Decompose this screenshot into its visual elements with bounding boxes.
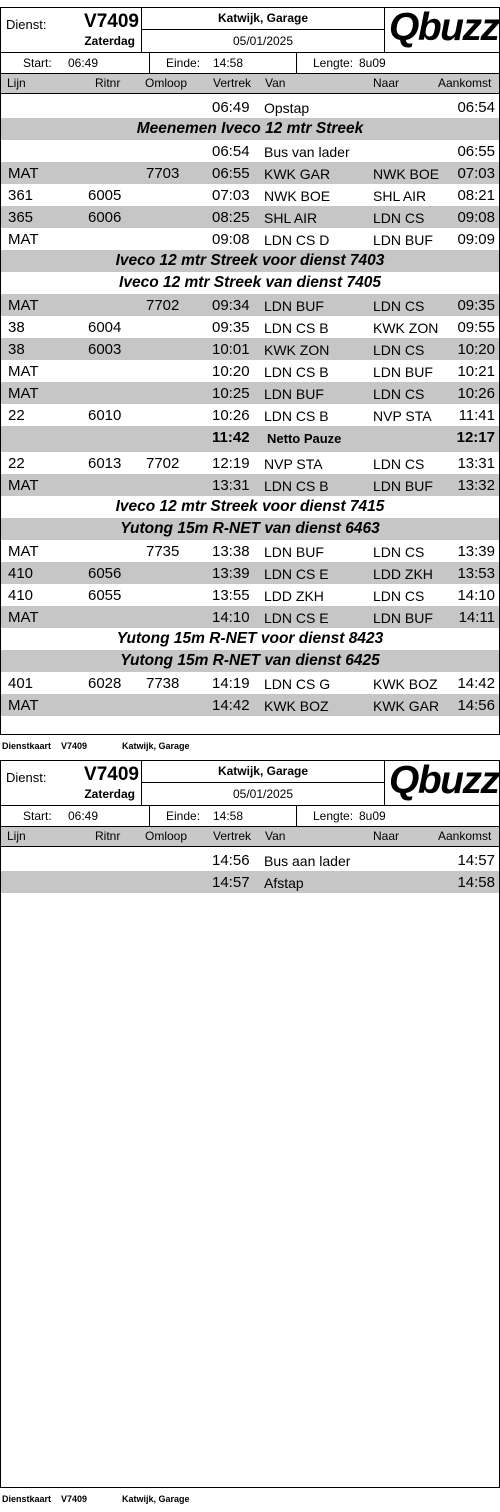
trip-row (1, 360, 499, 382)
cell-naar: LDD ZKH (373, 566, 433, 582)
cell-aankomst: 09:55 (457, 319, 495, 336)
einde-label: Einde: (166, 56, 201, 70)
cell-lijn: 38 (8, 319, 25, 336)
footer-location: Katwijk, Garage (122, 1494, 190, 1504)
footer-label: Dienstkaart (2, 741, 52, 751)
cell-omloop: 7735 (146, 543, 180, 560)
cell-naar: KWK GAR (373, 698, 440, 714)
cell-omloop: 7702 (146, 297, 180, 314)
trip-row (1, 474, 499, 496)
cell-aankomst: 14:11 (458, 609, 495, 626)
cell-vertrek: 09:35 (212, 319, 250, 336)
trip-row (1, 162, 499, 184)
cell-van: LDN CS B (264, 320, 329, 336)
trip-row (1, 316, 499, 338)
cell-vertrek: 10:25 (212, 385, 250, 402)
cell-vertrek: 10:26 (212, 407, 250, 424)
cell-van: Afstap (264, 875, 304, 891)
cell-van: Opstap (264, 100, 310, 116)
summary-divider (296, 53, 297, 73)
cell-ritnr: 6005 (88, 187, 122, 204)
logo-cell (385, 8, 499, 52)
cell-aankomst: 10:20 (457, 341, 495, 358)
cell-vertrek: 07:03 (212, 187, 250, 204)
cell-lijn: MAT (8, 477, 39, 494)
cell-naar: LDN CS (373, 342, 425, 358)
footer-code: V7409 (61, 1494, 88, 1504)
cell-omloop: 7703 (146, 165, 180, 182)
trip-row (1, 849, 499, 871)
cell-vertrek: 09:34 (212, 297, 250, 314)
column-header-naar: Naar (373, 829, 400, 843)
cell-vertrek: 09:08 (212, 231, 250, 248)
cell-lijn: 22 (8, 407, 25, 424)
dienstkaart-card (0, 7, 500, 735)
location-cell (142, 8, 385, 52)
cell-vertrek: 11:42 (212, 429, 250, 446)
trip-list (1, 849, 499, 893)
cell-van: LDN CS B (264, 478, 329, 494)
cell-aankomst: 14:56 (457, 697, 495, 714)
cell-lijn: MAT (8, 363, 39, 380)
cell-van: KWK ZON (264, 342, 330, 358)
column-header-lijn: Lijn (7, 76, 26, 90)
lengte-label: Lengte: (313, 56, 354, 70)
lengte-value: 8u09 (359, 56, 386, 70)
cell-aankomst: 13:31 (457, 455, 495, 472)
column-header-ritnr: Ritnr (95, 829, 121, 843)
service-date: 05/01/2025 (232, 34, 294, 48)
cell-aankomst: 06:54 (457, 99, 495, 116)
qbuzz-logo: Qbuzz (389, 759, 499, 802)
cell-vertrek: 14:19 (212, 675, 250, 692)
column-header-vertrek: Vertrek (213, 829, 252, 843)
cell-van: LDN CS G (264, 676, 331, 692)
location-cell (142, 761, 385, 805)
einde-time: 14:58 (213, 56, 244, 70)
cell-lijn: 361 (8, 187, 34, 204)
start-time: 06:49 (68, 809, 99, 823)
card-header (1, 8, 499, 53)
cell-van: LDN CS E (264, 566, 329, 582)
cell-vertrek: 06:55 (212, 165, 250, 182)
trip-row (1, 228, 499, 250)
footer-location: Katwijk, Garage (122, 741, 190, 751)
trip-row (1, 184, 499, 206)
footer-code: V7409 (61, 741, 88, 751)
cell-van: LDN BUF (264, 386, 324, 402)
cell-ritnr: 6055 (88, 587, 122, 604)
cell-aankomst: 10:21 (457, 363, 495, 380)
trip-row (1, 540, 499, 562)
cell-naar: LDN BUF (373, 478, 433, 494)
cell-van: KWK BOZ (264, 698, 329, 714)
trip-row (1, 562, 499, 584)
start-label: Start: (23, 809, 52, 823)
cell-naar: LDN BUF (373, 610, 433, 626)
cell-vertrek: 12:19 (212, 455, 250, 472)
cell-omloop: 7702 (146, 455, 180, 472)
cell-naar: LDN CS (373, 386, 425, 402)
cell-naar: LDN CS (373, 210, 425, 226)
summary-divider (296, 806, 297, 826)
start-label: Start: (23, 56, 52, 70)
cell-aankomst: 09:08 (457, 209, 495, 226)
cell-vertrek: 06:54 (212, 143, 250, 160)
column-header-vertrek: Vertrek (213, 76, 252, 90)
trip-row (1, 584, 499, 606)
cell-lijn: 38 (8, 341, 25, 358)
trip-row (1, 294, 499, 316)
cell-naar: LDN BUF (373, 232, 433, 248)
cell-ritnr: 6056 (88, 565, 122, 582)
summary-divider (149, 53, 150, 73)
cell-aankomst: 09:35 (457, 297, 495, 314)
section-header: Iveco 12 mtr Streek voor dienst 7415 (115, 498, 385, 515)
cell-aankomst: 11:41 (458, 407, 495, 424)
cell-lijn: MAT (8, 609, 39, 626)
cell-ritnr: 6003 (88, 341, 122, 358)
section-header: Meenemen Iveco 12 mtr Streek (1, 118, 499, 140)
einde-label: Einde: (166, 809, 201, 823)
cell-naar: KWK ZON (373, 320, 439, 336)
cell-lijn: MAT (8, 543, 39, 560)
column-header-ritnr: Ritnr (95, 76, 121, 90)
cell-van: LDD ZKH (264, 588, 324, 604)
cell-ritnr: 6010 (88, 407, 122, 424)
dienst-day: Zaterdag (84, 34, 135, 48)
cell-lijn: MAT (8, 165, 39, 182)
location-name: Katwijk, Garage (142, 761, 384, 783)
column-header-van: Van (265, 76, 286, 90)
cell-van: NWK BOE (264, 188, 331, 204)
cell-aankomst: 14:57 (457, 852, 495, 869)
cell-aankomst: 06:55 (457, 143, 495, 160)
cell-omloop: 7738 (146, 675, 180, 692)
cell-aankomst: 09:09 (457, 231, 495, 248)
column-header-omloop: Omloop (145, 829, 188, 843)
cell-van: Netto Pauze (267, 431, 342, 446)
cell-lijn: MAT (8, 297, 39, 314)
column-header-row (1, 74, 499, 94)
column-header-row (1, 827, 499, 847)
cell-aankomst: 13:53 (457, 565, 495, 582)
cell-naar: NWK BOE (373, 166, 440, 182)
cell-vertrek: 13:55 (212, 587, 250, 604)
lengte-label: Lengte: (313, 809, 354, 823)
cell-aankomst: 13:39 (457, 543, 495, 560)
cell-ritnr: 6006 (88, 209, 122, 226)
summary-row (1, 806, 499, 827)
section-header: Yutong 15m R-NET van dienst 6425 (1, 650, 499, 672)
cell-vertrek: 13:31 (212, 477, 250, 494)
cell-naar: LDN CS (373, 588, 425, 604)
column-header-lijn: Lijn (7, 829, 26, 843)
column-header-van: Van (265, 829, 286, 843)
cell-van: NVP STA (264, 456, 323, 472)
cell-vertrek: 13:38 (212, 543, 250, 560)
summary-row (1, 53, 499, 74)
trip-row (1, 96, 499, 118)
trip-row (1, 140, 499, 162)
service-date: 05/01/2025 (232, 787, 294, 801)
cell-vertrek: 14:57 (212, 874, 250, 891)
cell-naar: LDN CS (373, 544, 425, 560)
trip-row (1, 404, 499, 426)
cell-van: LDN CS B (264, 408, 329, 424)
trip-row (1, 606, 499, 628)
cell-naar: LDN CS (373, 298, 425, 314)
cell-naar: LDN BUF (373, 364, 433, 380)
einde-time: 14:58 (213, 809, 244, 823)
trip-row (1, 452, 499, 474)
cell-van: LDN BUF (264, 544, 324, 560)
cell-lijn: 365 (8, 209, 34, 226)
cell-vertrek: 10:20 (212, 363, 250, 380)
cell-naar: SHL AIR (373, 188, 427, 204)
section-header: Yutong 15m R-NET voor dienst 8423 (116, 630, 384, 647)
cell-aankomst: 14:58 (457, 874, 495, 891)
dienst-code: V7409 (84, 11, 139, 32)
cell-naar: NVP STA (373, 408, 432, 424)
dienst-label: Dienst: (6, 770, 47, 785)
cell-aankomst: 13:32 (457, 477, 495, 494)
cell-lijn: MAT (8, 231, 39, 248)
summary-divider (149, 806, 150, 826)
column-header-aankomst: Aankomst (438, 76, 492, 90)
cell-vertrek: 14:10 (212, 609, 250, 626)
cell-van: Bus aan lader (264, 853, 351, 869)
cell-lijn: 410 (8, 587, 34, 604)
card-header (1, 761, 499, 806)
trip-row (1, 694, 499, 716)
dienstkaart-card (0, 760, 500, 1488)
cell-van: LDN CS B (264, 364, 329, 380)
trip-list (1, 96, 499, 716)
qbuzz-logo: Qbuzz (389, 6, 499, 49)
cell-van: LDN BUF (264, 298, 324, 314)
cell-ritnr: 6028 (88, 675, 122, 692)
cell-naar: KWK BOZ (373, 676, 438, 692)
cell-vertrek: 13:39 (212, 565, 250, 582)
trip-row (1, 382, 499, 404)
cell-van: KWK GAR (264, 166, 331, 182)
cell-lijn: MAT (8, 385, 39, 402)
trip-row (1, 672, 499, 694)
cell-vertrek: 08:25 (212, 209, 250, 226)
dienst-day: Zaterdag (84, 787, 135, 801)
start-time: 06:49 (68, 56, 99, 70)
cell-vertrek: 14:42 (212, 697, 250, 714)
cell-van: LDN CS D (264, 232, 330, 248)
cell-van: LDN CS E (264, 610, 329, 626)
lengte-value: 8u09 (359, 809, 386, 823)
column-header-omloop: Omloop (145, 76, 188, 90)
cell-lijn: 22 (8, 455, 25, 472)
dienst-label: Dienst: (6, 17, 47, 32)
cell-aankomst: 14:42 (457, 675, 495, 692)
cell-vertrek: 14:56 (212, 852, 250, 869)
cell-aankomst: 14:10 (457, 587, 495, 604)
cell-lijn: MAT (8, 697, 39, 714)
section-header: Iveco 12 mtr Streek voor dienst 7403 (1, 250, 499, 272)
column-header-naar: Naar (373, 76, 400, 90)
dienst-code: V7409 (84, 764, 139, 785)
cell-vertrek: 06:49 (212, 99, 250, 116)
dienst-cell (1, 761, 142, 805)
cell-ritnr: 6004 (88, 319, 122, 336)
section-header: Iveco 12 mtr Streek van dienst 7405 (119, 274, 381, 291)
cell-lijn: 410 (8, 565, 34, 582)
trip-row (1, 871, 499, 893)
cell-aankomst: 12:17 (456, 429, 495, 446)
trip-row (1, 206, 499, 228)
pause-row (1, 426, 499, 452)
cell-van: SHL AIR (264, 210, 318, 226)
cell-aankomst: 07:03 (457, 165, 495, 182)
cell-aankomst: 10:26 (457, 385, 495, 402)
cell-aankomst: 08:21 (457, 187, 495, 204)
location-name: Katwijk, Garage (142, 8, 384, 30)
cell-naar: LDN CS (373, 456, 425, 472)
trip-row (1, 338, 499, 360)
cell-lijn: 401 (8, 675, 34, 692)
section-header: Yutong 15m R-NET van dienst 6463 (1, 518, 499, 540)
column-header-aankomst: Aankomst (438, 829, 492, 843)
cell-van: Bus van lader (264, 144, 350, 160)
logo-cell (385, 761, 499, 805)
dienst-cell (1, 8, 142, 52)
cell-ritnr: 6013 (88, 455, 122, 472)
footer-label: Dienstkaart (2, 1494, 52, 1504)
cell-vertrek: 10:01 (212, 341, 250, 358)
